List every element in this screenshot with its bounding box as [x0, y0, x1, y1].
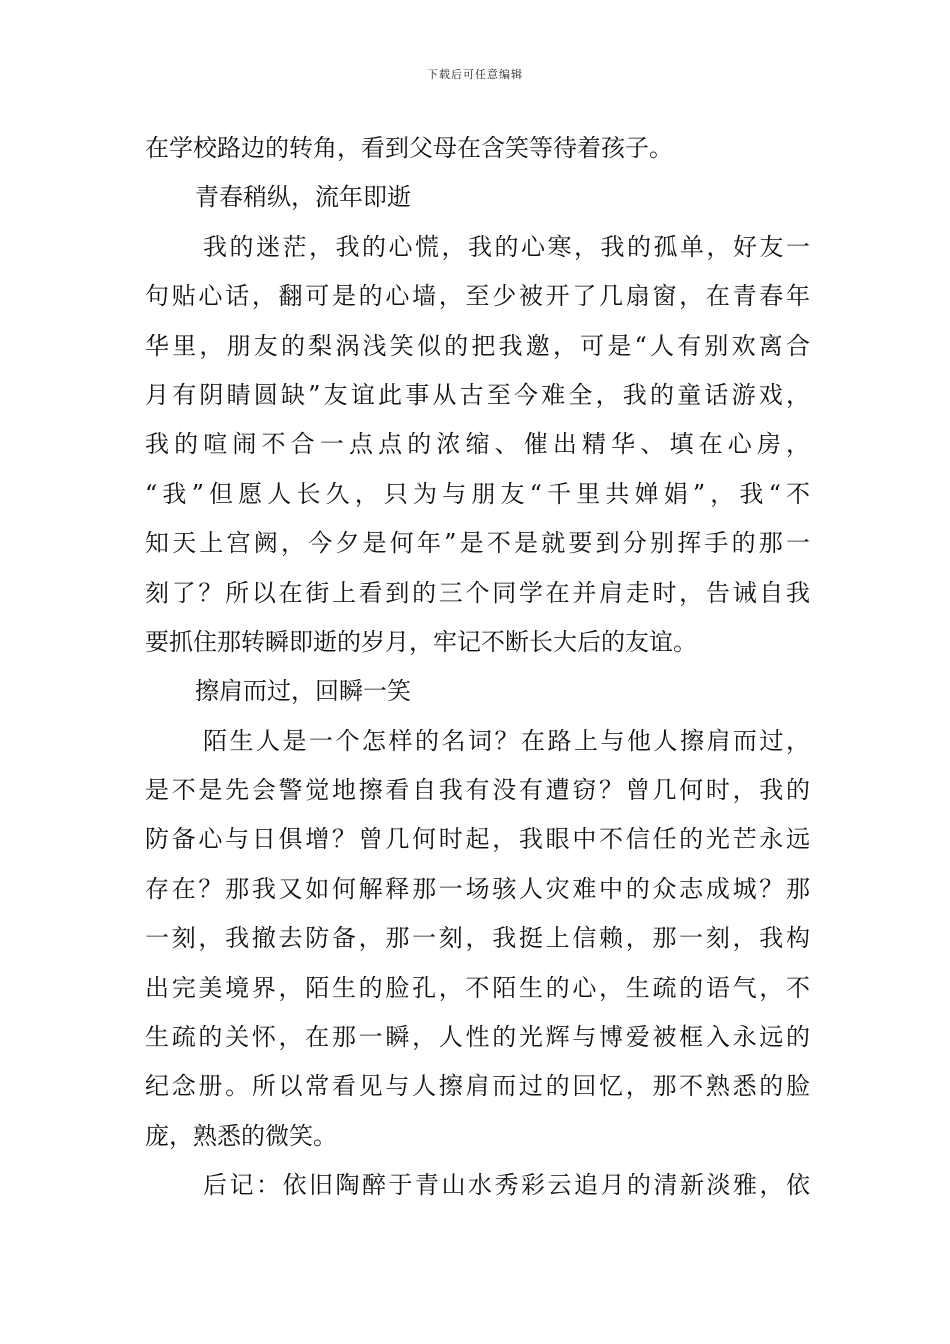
- page-header: 下载后可任意编辑: [427, 68, 523, 81]
- text-line: 在学校路边的转角，看到父母在含笑等待着孩子。: [145, 134, 673, 162]
- text-line: 生疏的关怀，在那一瞬，人性的光辉与博爱被框入永远的: [145, 1023, 810, 1052]
- text-line: 我的迷茫，我的心慌，我的心寒，我的孤单，好友一: [203, 232, 810, 261]
- text-line: 是不是先会警觉地擦看自我有没有遭窃？曾几何时，我的: [145, 776, 810, 805]
- subheading: 青春稍纵，流年即逝: [195, 183, 411, 212]
- text-line: 月有阴睛圆缺”友谊此事从古至今难全，我的童话游戏，: [145, 380, 810, 409]
- text-line: 出完美境界，陌生的脸孔，不陌生的心，生疏的语气，不: [145, 973, 810, 1002]
- text-line: 要抓住那转瞬即逝的岁月，牢记不断长大后的友谊。: [145, 627, 697, 656]
- text-line: 华里，朋友的梨涡浅笑似的把我邀，可是“人有别欢离合: [145, 331, 810, 360]
- text-line: 存在？那我又如何解释那一场骇人灾难中的众志成城？那: [145, 874, 810, 903]
- text-line: 庞，熟悉的微笑。: [145, 1121, 337, 1150]
- text-line: 刻了？所以在街上看到的三个同学在并肩走时，告诫自我: [145, 578, 810, 607]
- document-body: [145, 124, 810, 1211]
- text-line: 后记：依旧陶醉于青山水秀彩云追月的清新淡雅，依: [203, 1171, 810, 1200]
- text-line: “我”但愿人长久，只为与朋友“千里共婵娟”，我“不: [145, 479, 810, 508]
- text-line: 防备心与日俱增？曾几何时起，我眼中不信任的光芒永远: [145, 825, 810, 854]
- text-line: 句贴心话，翻可是的心墙，至少被开了几扇窗，在青春年: [145, 282, 810, 311]
- text-line: 知天上宫阙，今夕是何年”是不是就要到分别挥手的那一: [145, 529, 810, 558]
- text-line: 我的喧闹不合一点点的浓缩、催出精华、填在心房，: [145, 430, 810, 459]
- text-line: 陌生人是一个怎样的名词？在路上与他人擦肩而过，: [203, 726, 810, 755]
- text-line: 一刻，我撤去防备，那一刻，我挺上信赖，那一刻，我构: [145, 924, 810, 953]
- text-line: 纪念册。所以常看见与人擦肩而过的回忆，那不熟悉的脸: [145, 1072, 810, 1101]
- subheading: 擦肩而过，回瞬一笑: [195, 677, 411, 706]
